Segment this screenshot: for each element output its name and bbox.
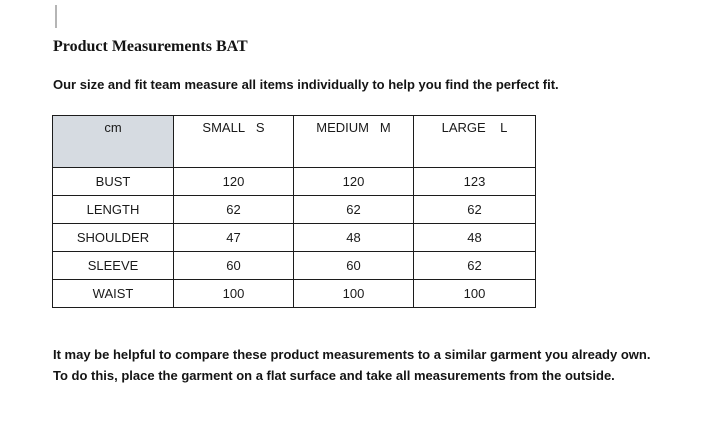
measurement-cell: 100 xyxy=(414,280,536,308)
row-label: BUST xyxy=(53,168,174,196)
table-row-waist xyxy=(53,280,536,308)
row-label: SLEEVE xyxy=(53,252,174,280)
page-title: Product Measurements BAT xyxy=(53,38,248,55)
table-row-length xyxy=(53,196,536,224)
footer-line-1: It may be helpful to compare these product measurements to a similar garment you already own. xyxy=(53,347,651,362)
measurement-cell: 48 xyxy=(294,224,414,252)
row-label: SHOULDER xyxy=(53,224,174,252)
measurement-cell: 120 xyxy=(294,168,414,196)
size-header-large: LARGE L xyxy=(414,116,536,168)
measurement-cell: 60 xyxy=(294,252,414,280)
measurement-cell: 123 xyxy=(414,168,536,196)
row-label: LENGTH xyxy=(53,196,174,224)
measurement-cell: 100 xyxy=(294,280,414,308)
measurement-cell: 48 xyxy=(414,224,536,252)
footer-line-2: To do this, place the garment on a flat surface and take all measurements from the outside. xyxy=(53,368,615,383)
table-row-shoulder xyxy=(53,224,536,252)
footer-note xyxy=(53,344,650,386)
measurement-cell: 47 xyxy=(174,224,294,252)
measurement-cell: 62 xyxy=(294,196,414,224)
measurement-cell: 120 xyxy=(174,168,294,196)
measurement-cell: 62 xyxy=(414,252,536,280)
measurement-cell: 60 xyxy=(174,252,294,280)
measurement-cell: 62 xyxy=(174,196,294,224)
unit-header-cell: cm xyxy=(53,116,174,168)
table-header-row xyxy=(53,116,536,168)
text-cursor[interactable] xyxy=(55,5,57,28)
table-row-bust xyxy=(53,168,536,196)
size-header-medium: MEDIUM M xyxy=(294,116,414,168)
measurement-cell: 100 xyxy=(174,280,294,308)
size-header-small: SMALL S xyxy=(174,116,294,168)
intro-text: Our size and fit team measure all items individually to help you find the perfect fit. xyxy=(53,77,559,92)
row-label: WAIST xyxy=(53,280,174,308)
measurements-table xyxy=(52,115,536,308)
table-row-sleeve xyxy=(53,252,536,280)
measurement-cell: 62 xyxy=(414,196,536,224)
